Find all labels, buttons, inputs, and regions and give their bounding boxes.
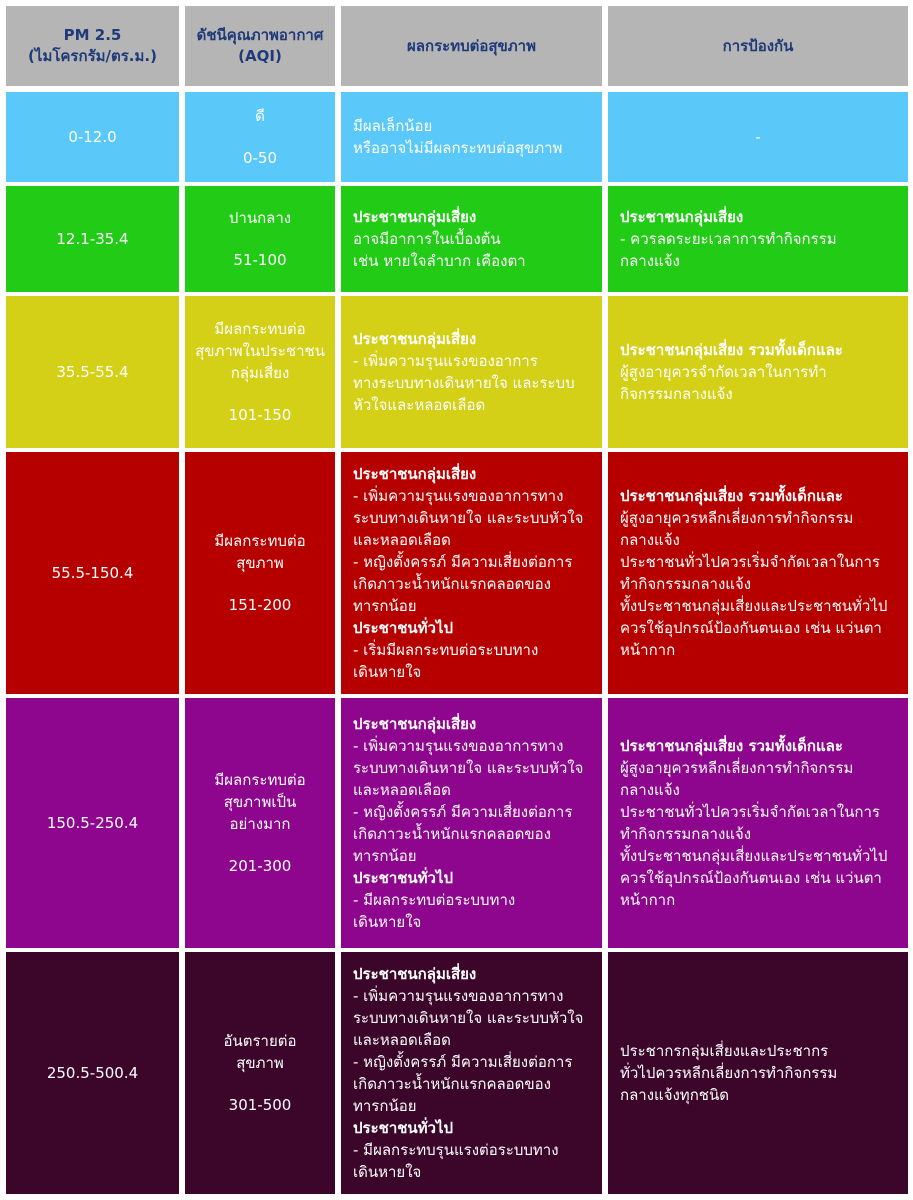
cell-text-line: เดินหายใจ	[353, 913, 422, 931]
cell-aqi	[185, 698, 335, 948]
cell-text-line: - หญิงตั้งครรภ์ มีความเสี่ยงต่อการ	[353, 803, 573, 821]
header-health	[341, 6, 602, 86]
pm25-range: 35.5-55.4	[56, 363, 129, 381]
cell-text-line: กลางแจ้ง	[620, 252, 680, 270]
cell-text-line: ทำกิจกรรมกลางแจ้ง	[620, 575, 752, 593]
cell-health	[341, 186, 602, 292]
cell-text-line: สุขภาพในประชาชน	[195, 342, 325, 360]
header-pm25-line: (ไมโครกรัม/ตร.ม.)	[28, 47, 157, 65]
cell-text-line: สุขภาพ	[236, 1054, 284, 1072]
header-pm25	[6, 6, 179, 86]
health-effects	[353, 328, 590, 416]
cell-text-line: เกิดภาวะน้ำหนักแรกคลอดของ	[353, 825, 552, 843]
cell-text-line: มีผลกระทบต่อ	[214, 532, 306, 550]
prevention-advice	[620, 1040, 896, 1106]
cell-text-line: ประชาชนกลุ่มเสี่ยง	[620, 208, 744, 226]
cell-text-line: หัวใจและหลอดเลือด	[353, 396, 486, 414]
cell-text-line: ประชาชนทั่วไปควรเริ่มจำกัดเวลาในการ	[620, 553, 880, 571]
cell-prevention	[608, 92, 908, 182]
cell-aqi	[185, 452, 335, 694]
cell-text-line: ประชาชนกลุ่มเสี่ยง รวมทั้งเด็กและ	[620, 341, 843, 359]
cell-text-line: - หญิงตั้งครรภ์ มีความเสี่ยงต่อการ	[353, 553, 573, 571]
cell-aqi	[185, 186, 335, 292]
cell-text-line: - เพิ่มความรุนแรงของอาการทาง	[353, 487, 564, 505]
cell-text-line: ทำกิจกรรมกลางแจ้ง	[620, 825, 752, 843]
cell-text-line: ประชาชนทั่วไป	[353, 619, 454, 637]
cell-text-line: ปานกลาง	[228, 209, 292, 227]
cell-text-line: หรืออาจไม่มีผลกระทบต่อสุขภาพ	[353, 139, 563, 157]
health-effects	[353, 206, 590, 272]
cell-text-line: ควรใช้อุปกรณ์ป้องกันตนเอง เช่น แว่นตา	[620, 619, 882, 637]
prevention-advice	[620, 206, 896, 272]
cell-text-line: หน้ากาก	[620, 641, 676, 659]
header-prevention	[608, 6, 908, 86]
health-effects	[353, 115, 590, 159]
pm25-range: 250.5-500.4	[46, 1064, 139, 1082]
spacer	[185, 835, 335, 855]
header-pm25-line: PM 2.5	[63, 26, 122, 44]
cell-text-line: กลุ่มเสี่ยง	[230, 364, 290, 382]
cell-text-line: ทางระบบทางเดินหายใจ และระบบ	[353, 374, 575, 392]
pm25-range: 55.5-150.4	[51, 564, 134, 582]
cell-text-line: ประชาชนกลุ่มเสี่ยง	[353, 715, 477, 733]
header-aqi	[185, 6, 335, 86]
cell-text-line: ประชาชนกลุ่มเสี่ยง	[353, 465, 477, 483]
cell-text-line: ทั้งประชาชนกลุ่มเสี่ยงและประชาชนทั่วไป	[620, 597, 888, 615]
cell-health	[341, 296, 602, 448]
cell-text-line: - มีผลกระทบรุนแรงต่อระบบทาง	[353, 1141, 559, 1159]
spacer	[185, 127, 335, 147]
cell-text-line: อาจมีอาการในเบื้องต้น	[353, 230, 501, 248]
cell-text-line: -	[755, 128, 761, 146]
aqi-level	[185, 318, 335, 426]
aqi-level	[185, 105, 335, 169]
cell-text-line: ประชาชนทั่วไปควรเริ่มจำกัดเวลาในการ	[620, 803, 880, 821]
header-aqi-line: (AQI)	[238, 47, 282, 65]
aqi-level	[185, 1030, 335, 1116]
aqi-range: 0-50	[242, 149, 278, 167]
cell-aqi	[185, 92, 335, 182]
cell-text-line: สุขภาพ	[236, 554, 284, 572]
header-health-text: ผลกระทบต่อสุขภาพ	[407, 36, 536, 55]
cell-text-line: ผู้สูงอายุควรหลีกเลี่ยงการทำกิจกรรม	[620, 509, 854, 527]
cell-text-line: อย่างมาก	[229, 815, 291, 833]
cell-text-line: มีผลเล็กน้อย	[353, 117, 433, 135]
cell-pm25	[6, 92, 179, 182]
prevention-advice	[620, 339, 896, 405]
cell-aqi	[185, 952, 335, 1194]
aqi-level	[185, 207, 335, 271]
cell-text-line: กลางแจ้งทุกชนิด	[620, 1086, 729, 1104]
cell-text-line: ประชาชนกลุ่มเสี่ยง	[353, 330, 477, 348]
cell-prevention	[608, 698, 908, 948]
cell-text-line: ทารกน้อย	[353, 847, 417, 865]
cell-text-line: เดินหายใจ	[353, 1163, 422, 1181]
cell-text-line: - เพิ่มความรุนแรงของอาการทาง	[353, 737, 564, 755]
cell-text-line: ดี	[255, 107, 265, 125]
cell-health	[341, 452, 602, 694]
cell-prevention	[608, 952, 908, 1194]
cell-text-line: มีผลกระทบต่อ	[214, 320, 306, 338]
cell-text-line: หน้ากาก	[620, 891, 676, 909]
cell-health	[341, 952, 602, 1194]
pm25-range: 150.5-250.4	[46, 814, 139, 832]
health-effects	[353, 713, 590, 933]
aqi-level	[185, 530, 335, 616]
aqi-range: 301-500	[228, 1096, 292, 1114]
cell-text-line: สุขภาพเป็น	[223, 793, 297, 811]
cell-text-line: ประชาชนทั่วไป	[353, 869, 454, 887]
cell-text-line: ผู้สูงอายุควรหลีกเลี่ยงการทำกิจกรรม	[620, 759, 854, 777]
header-aqi-line: ดัชนีคุณภาพอากาศ	[196, 26, 324, 44]
cell-text-line: - เพิ่มความรุนแรงของอาการ	[353, 352, 538, 370]
cell-text-line: - เริ่มมีผลกระทบต่อระบบทาง	[353, 641, 539, 659]
cell-text-line: ทั่วไปควรหลีกเลี่ยงการทำกิจกรรม	[620, 1064, 838, 1082]
cell-text-line: และหลอดเลือด	[353, 781, 451, 799]
cell-pm25	[6, 452, 179, 694]
spacer	[185, 384, 335, 404]
aqi-level	[185, 769, 335, 877]
cell-text-line: เช่น หายใจลำบาก เคืองตา	[353, 252, 526, 270]
aqi-range: 51-100	[233, 251, 287, 269]
cell-text-line: - เพิ่มความรุนแรงของอาการทาง	[353, 987, 564, 1005]
spacer	[185, 574, 335, 594]
header-pm25-text	[12, 25, 173, 67]
header-aqi-text	[191, 25, 329, 67]
cell-text-line: และหลอดเลือด	[353, 531, 451, 549]
prevention-advice	[620, 735, 896, 911]
cell-text-line: ทั้งประชาชนกลุ่มเสี่ยงและประชาชนทั่วไป	[620, 847, 888, 865]
pm25-range: 12.1-35.4	[56, 230, 129, 248]
cell-text-line: - มีผลกระทบต่อระบบทาง	[353, 891, 516, 909]
cell-text-line: กลางแจ้ง	[620, 781, 680, 799]
cell-text-line: ระบบทางเดินหายใจ และระบบหัวใจ	[353, 509, 584, 527]
cell-pm25	[6, 186, 179, 292]
aqi-range: 201-300	[228, 857, 292, 875]
prevention-advice	[608, 126, 908, 148]
cell-prevention	[608, 296, 908, 448]
cell-text-line: ประชาชนกลุ่มเสี่ยง	[353, 208, 477, 226]
cell-text-line: ผู้สูงอายุควรจำกัดเวลาในการทำ	[620, 363, 827, 381]
cell-pm25	[6, 952, 179, 1194]
cell-text-line: กิจกรรมกลางแจ้ง	[620, 385, 733, 403]
cell-text-line: ทารกน้อย	[353, 597, 417, 615]
cell-prevention	[608, 452, 908, 694]
pm25-range: 0-12.0	[68, 128, 117, 146]
cell-text-line: เกิดภาวะน้ำหนักแรกคลอดของ	[353, 575, 552, 593]
cell-text-line: กลางแจ้ง	[620, 531, 680, 549]
aqi-range: 151-200	[228, 596, 292, 614]
spacer	[185, 1074, 335, 1094]
aqi-range: 101-150	[228, 406, 292, 424]
cell-text-line: ประชาชนกลุ่มเสี่ยง รวมทั้งเด็กและ	[620, 737, 843, 755]
cell-text-line: - หญิงตั้งครรภ์ มีความเสี่ยงต่อการ	[353, 1053, 573, 1071]
cell-text-line: ทารกน้อย	[353, 1097, 417, 1115]
cell-text-line: - ควรลดระยะเวลาการทำกิจกรรม	[620, 230, 837, 248]
cell-text-line: อันตรายต่อ	[223, 1032, 297, 1050]
cell-prevention	[608, 186, 908, 292]
cell-text-line: ประชาชนทั่วไป	[353, 1119, 454, 1137]
cell-text-line: ระบบทางเดินหายใจ และระบบหัวใจ	[353, 759, 584, 777]
health-effects	[353, 463, 590, 683]
cell-text-line: ประชาชนกลุ่มเสี่ยง รวมทั้งเด็กและ	[620, 487, 843, 505]
cell-text-line: เกิดภาวะน้ำหนักแรกคลอดของ	[353, 1075, 552, 1093]
cell-text-line: และหลอดเลือด	[353, 1031, 451, 1049]
cell-text-line: เดินหายใจ	[353, 663, 422, 681]
cell-pm25	[6, 698, 179, 948]
health-effects	[353, 963, 590, 1183]
cell-text-line: ประชาชนกลุ่มเสี่ยง	[353, 965, 477, 983]
cell-text-line: มีผลกระทบต่อ	[214, 771, 306, 789]
cell-health	[341, 92, 602, 182]
cell-pm25	[6, 296, 179, 448]
spacer	[185, 229, 335, 249]
header-prevention-text: การป้องกัน	[722, 36, 794, 55]
cell-aqi	[185, 296, 335, 448]
cell-text-line: ควรใช้อุปกรณ์ป้องกันตนเอง เช่น แว่นตา	[620, 869, 882, 887]
cell-text-line: ประชากรกลุ่มเสี่ยงและประชากร	[620, 1042, 829, 1060]
prevention-advice	[620, 485, 896, 661]
cell-health	[341, 698, 602, 948]
cell-text-line: ระบบทางเดินหายใจ และระบบหัวใจ	[353, 1009, 584, 1027]
